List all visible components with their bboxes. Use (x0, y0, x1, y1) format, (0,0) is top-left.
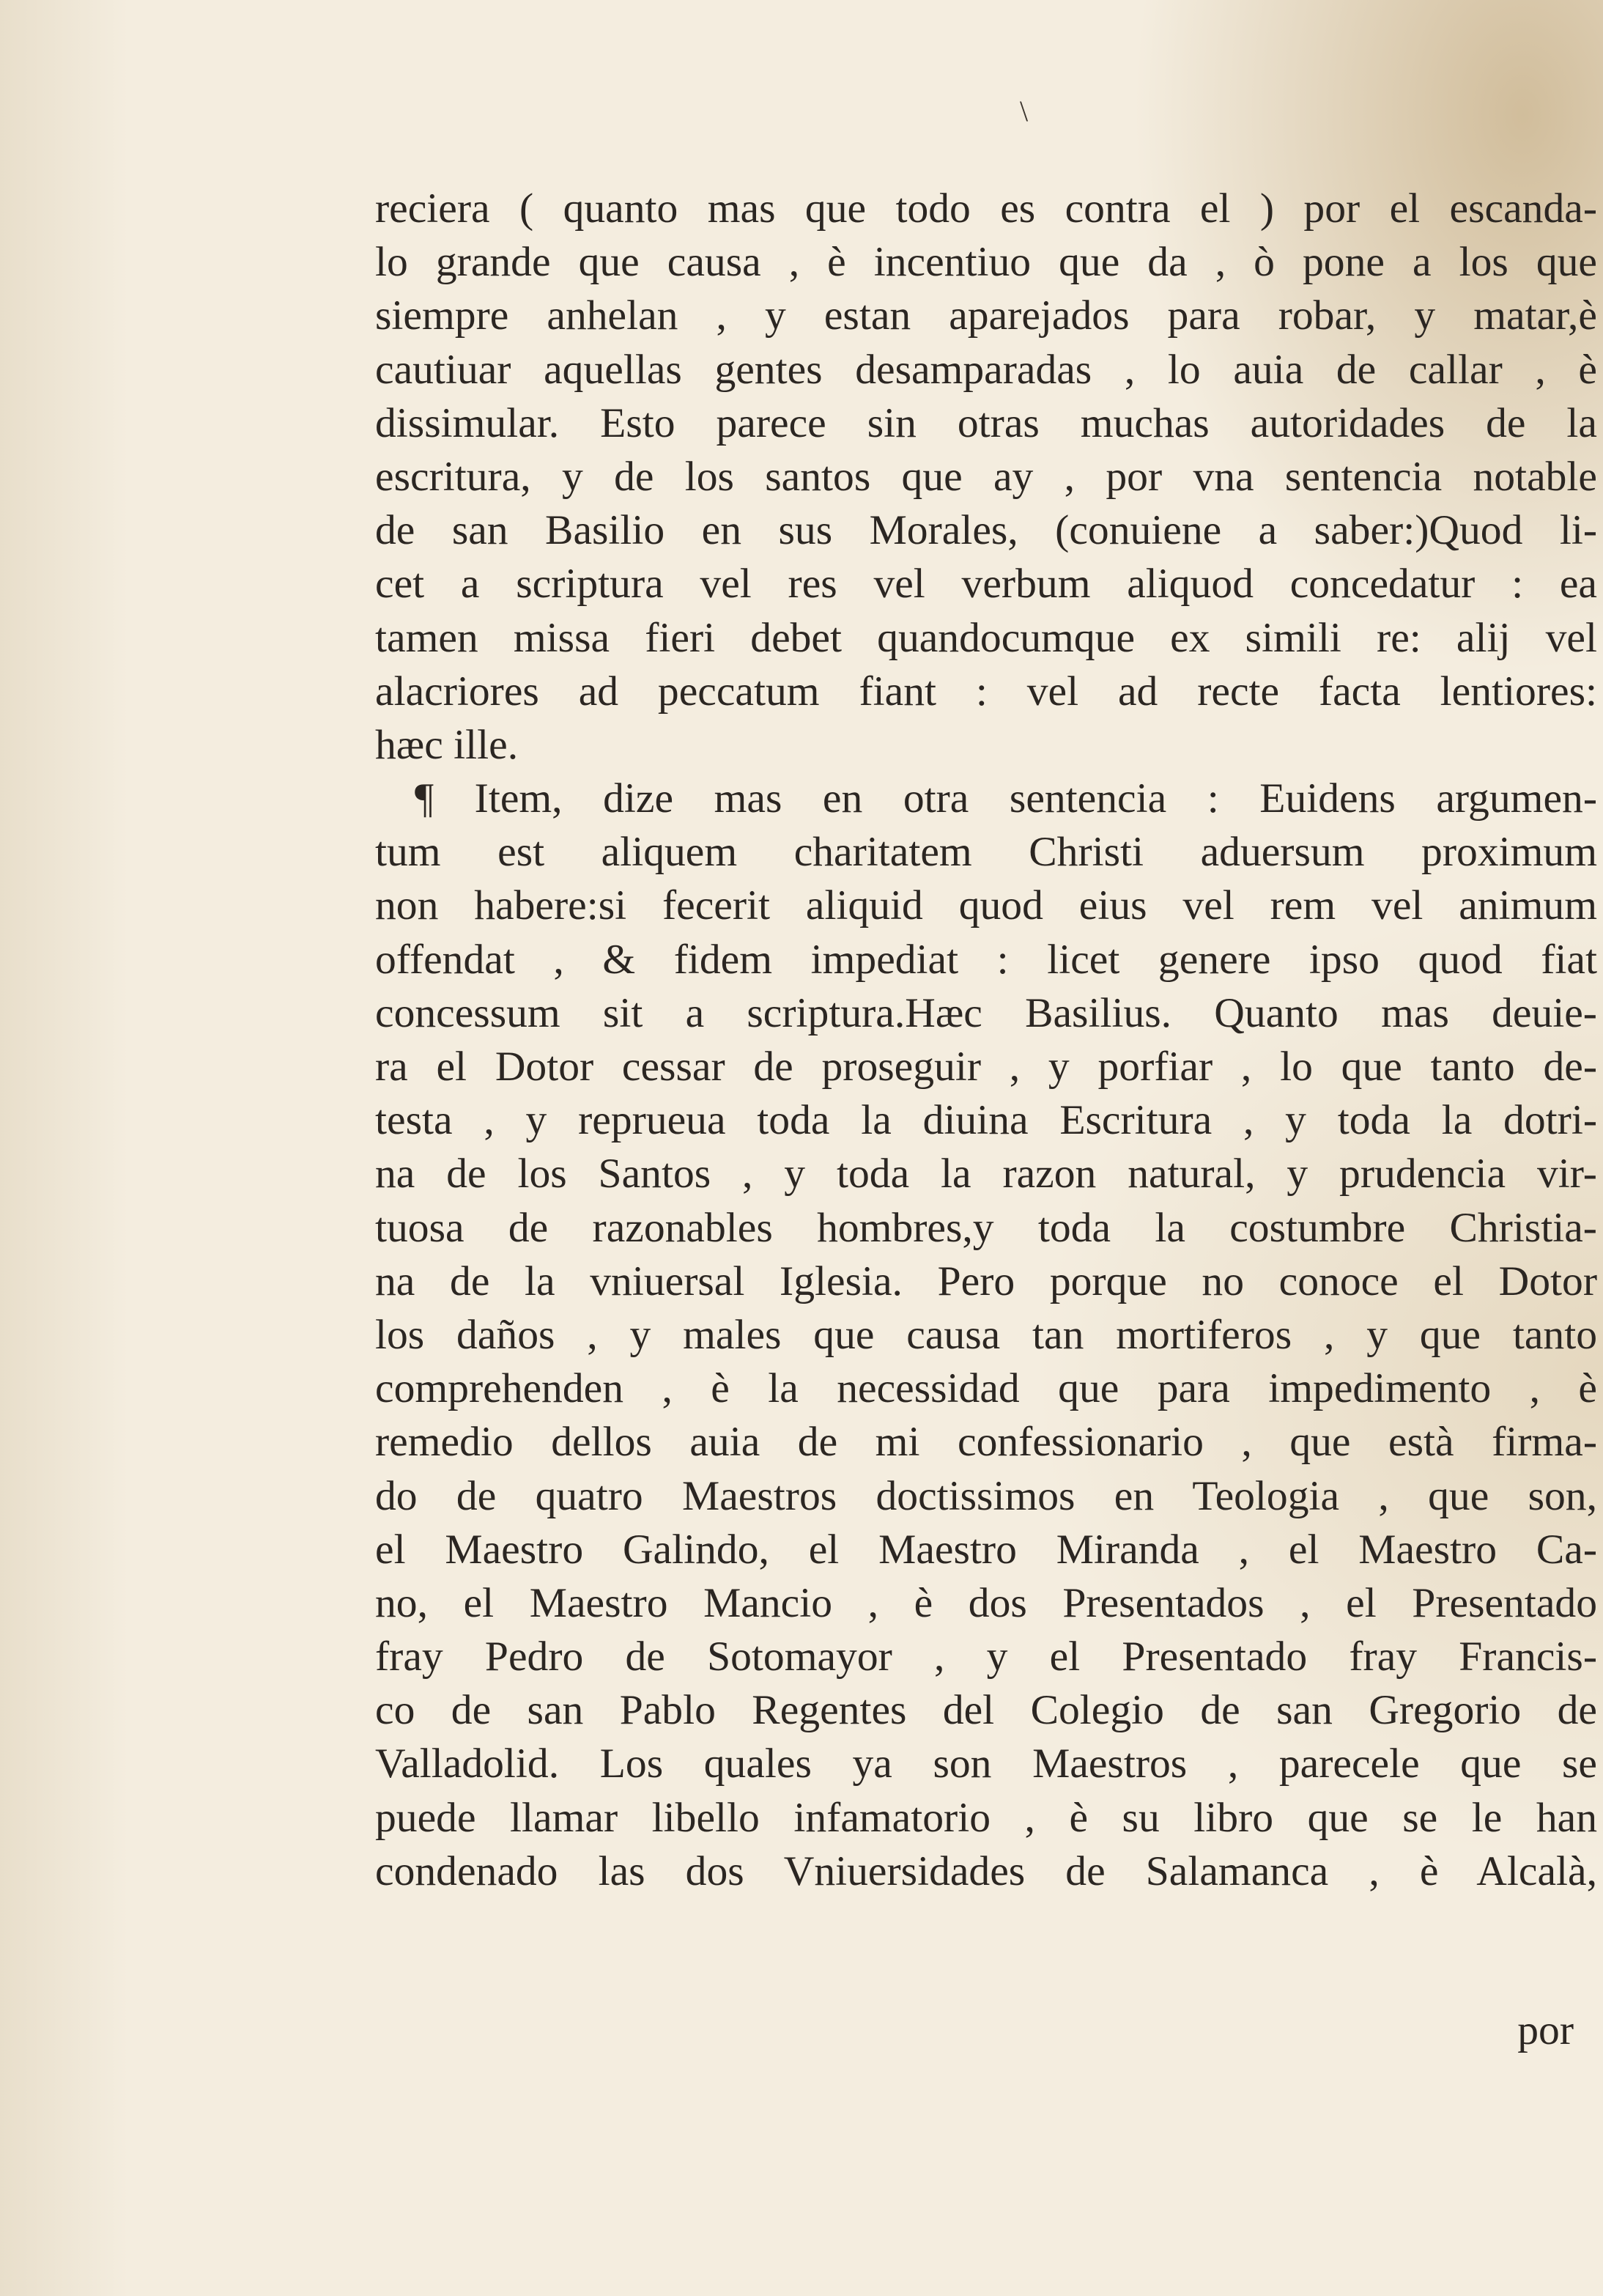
text-line: do de quatro Maestros doctissimos en Teologia , que son, (375, 1472, 1597, 1519)
text-line: reciera ( quanto mas que todo es contra el ) por el escanda- (375, 185, 1597, 232)
text-line: condenado las dos Vniuersidades de Salamanca , è Alcalà, (375, 1847, 1597, 1894)
text-line: offendat , & fidem impediat : licet genere ipso quod fiat (375, 936, 1597, 983)
text-line: fray Pedro de Sotomayor , y el Presentado fray Francis- (375, 1634, 1597, 1680)
text-line: dissimular. Esto parece sin otras muchas autoridades de la (375, 399, 1597, 446)
body-text (375, 182, 1597, 1898)
text-line: puede llamar libello infamatorio , è su libro que se le han (375, 1794, 1597, 1841)
text-line: non habere:si fecerit aliquid quod eius vel rem vel animum (375, 882, 1597, 929)
text-line: co de san Pablo Regentes del Colegio de san Gregorio de (375, 1687, 1597, 1734)
text-line: el Maestro Galindo, el Maestro Miranda , el Maestro Ca- (375, 1526, 1597, 1573)
text-line: tuosa de razonables hombres,y toda la costumbre Christia- (375, 1204, 1597, 1251)
text-line: alacriores ad peccatum fiant : vel ad recte facta lentiores: (375, 668, 1597, 715)
top-mark: \ (1020, 95, 1029, 128)
text-line: escritura, y de los santos que ay , por vna sentencia notable (375, 453, 1597, 500)
text-line: cautiuar aquellas gentes desamparadas , lo auia de callar , è (375, 346, 1597, 393)
text-line: na de la vniuersal Iglesia. Pero porque no conoce el Dotor (375, 1258, 1597, 1304)
text-line: lo grande que causa , è incentiuo que da , ò pone a los que (375, 239, 1597, 286)
text-line: tamen missa fieri debet quandocumque ex simili re: alij vel (375, 614, 1597, 661)
text-line: testa , y reprueua toda la diuina Escritura , y toda la dotri- (375, 1097, 1597, 1144)
text-line: cet a scriptura vel res vel verbum aliquod concedatur : ea (375, 561, 1597, 608)
text-line: na de los Santos , y toda la razon natural, y prudencia vir- (375, 1151, 1597, 1197)
text-line: siempre anhelan , y estan aparejados para robar, y matar,è (375, 292, 1597, 339)
text-line: de san Basilio en sus Morales, (conuiene a saber:)Quod li- (375, 507, 1597, 554)
paragraph-start-line: ¶ Item, dize mas en otra sentencia : Euidens argumen- (415, 775, 1597, 822)
text-line: comprehenden , è la necessidad que para impedimento , è (375, 1365, 1597, 1412)
text-line: Valladolid. Los quales ya son Maestros , parecele que se (375, 1741, 1597, 1787)
text-line: concessum sit a scriptura.Hæc Basilius. Quanto mas deuie- (375, 989, 1597, 1036)
text-line: no, el Maestro Mancio , è dos Presentados , el Presentado (375, 1579, 1597, 1626)
text-line: hæc ille. (375, 721, 519, 768)
catchword: por (1517, 2007, 1574, 2053)
text-line: los daños , y males que causa tan mortiferos , y que tanto (375, 1311, 1597, 1358)
text-line: tum est aliquem charitatem Christi aduersum proximum (375, 829, 1597, 876)
text-line: ra el Dotor cessar de proseguir , y porfiar , lo que tanto de- (375, 1044, 1597, 1090)
text-line: remedio dellos auia de mi confessionario , que està firma- (375, 1419, 1597, 1466)
